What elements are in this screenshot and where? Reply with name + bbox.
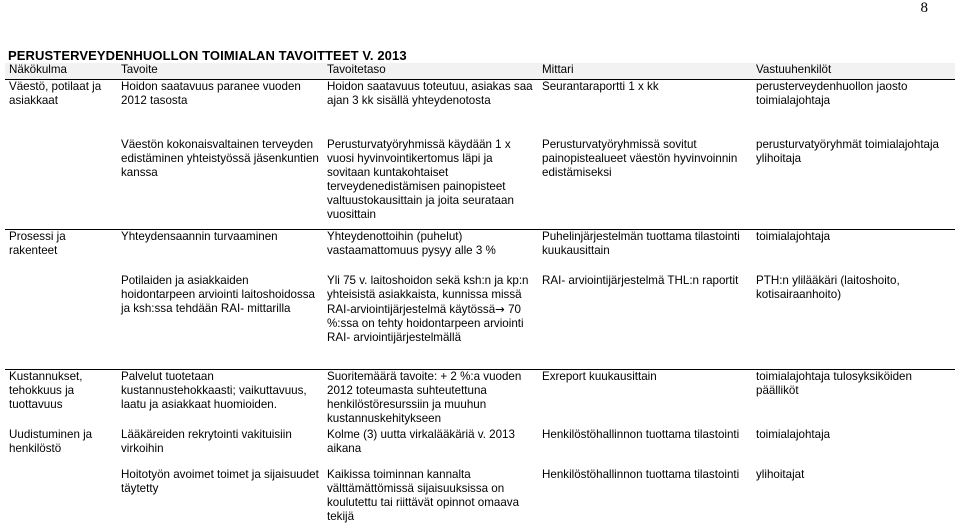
perspective-cell: [5, 274, 117, 370]
responsible-cell: toimialajohtaja: [756, 427, 831, 441]
level-cell: Kaikissa toiminnan kannalta välttämättömissä sijaisuuksissa on koulutettu tai riittävät opinnot omaava tekijä: [327, 467, 520, 523]
goal-cell: Yhteydensaannin turvaaminen: [117, 230, 323, 274]
level-cell: Yhteydenottoihin (puhelut) vastaamattomuus pysyy alle 3 %: [323, 230, 538, 274]
table-row: [5, 230, 955, 274]
metric-cell: Exreport kuukausittain: [538, 370, 752, 428]
level-cell: Suoritemäärä tavoite: + 2 %:a vuoden 2012 toteumasta suhteutettuna henkilöstöresurssiin ja muuhun kustannuskehitykseen: [323, 370, 538, 428]
level-cell: Hoidon saatavuus toteutuu, asiakas saa ajan 3 kk sisällä yhteydenotosta: [327, 80, 533, 107]
level-cell: [323, 274, 538, 370]
perspective-cell: Prosessi ja rakenteet: [5, 230, 117, 274]
goal-cell: Potilaiden ja asiakkaiden hoidontarpeen arviointi laitoshoidossa ja ksh:ssa tehdään RAI- mittarilla: [121, 273, 316, 315]
perspective-cell: Kustannukset, tehokkuus ja tuottavuus: [5, 370, 117, 428]
metric-cell: Perusturvatyöryhmissä sovitut painopistealueet väestön hyvinvoinnin edistämiseksi: [542, 137, 738, 179]
level-text-before: Yli 75 v. laitoshoidon sekä ksh:n ja kp:n yhteisistä asiakkaista, kunnissa missä RAI-arviointijärjestelmä käytössä: [327, 273, 529, 316]
goal-cell: Väestön kokonaisvaltainen terveyden edistäminen yhteistyössä jäsenkuntien kanssa: [121, 137, 319, 179]
level-text-after: 70 %:ssa on tehty hoidontarpeen arviointi RAI- arviointijärjestelmällä: [327, 302, 524, 344]
table-row: [5, 370, 955, 428]
metric-cell: Henkilöstöhallinnon tuottama tilastointi: [542, 427, 740, 441]
responsible-cell: toimialajohtaja tulosyksiköiden päälliköt: [752, 370, 955, 428]
perspective-cell: [5, 468, 117, 524]
column-header-responsible: Vastuuhenkilöt: [752, 63, 955, 80]
goal-cell: Hoitotyön avoimet toimet ja sijaisuudet täytetty: [121, 467, 319, 495]
table-row: [5, 468, 955, 524]
goal-cell: Palvelut tuotetaan kustannustehokkaasti; vaikuttavuus, laatu ja asiakkaat huomioiden.: [117, 370, 323, 428]
level-cell: Kolme (3) uutta virkalääkäriä v. 2013 aikana: [327, 427, 515, 455]
metric-cell: Seurantaraportti 1 x kk: [542, 80, 659, 93]
goals-table: [5, 63, 955, 524]
responsible-cell: toimialajohtaja: [752, 230, 955, 274]
column-header-goal: Tavoite: [117, 63, 323, 80]
responsible-cell: ylihoitajat: [756, 467, 805, 481]
table-row: [5, 138, 955, 230]
table-row: [5, 80, 955, 138]
column-header-level: Tavoitetaso: [323, 63, 538, 80]
table-row: [5, 428, 955, 468]
column-header-metric: Mittari: [538, 63, 752, 80]
metric-cell: RAI- arviointijärjestelmä THL:n raportit: [542, 273, 739, 287]
responsible-cell: perusturvatyöryhmät toimialajohtaja ylihoitaja: [756, 137, 940, 165]
column-header-perspective: Näkökulma: [5, 63, 117, 80]
perspective-cell: Väestö, potilaat ja asiakkaat: [9, 80, 102, 107]
arrow-icon: →: [495, 301, 505, 316]
metric-cell: Henkilöstöhallinnon tuottama tilastointi: [542, 467, 740, 481]
page-number: 8: [920, 0, 928, 16]
goal-cell: Lääkäreiden rekrytointi vakituisiin virkoihin: [121, 427, 292, 455]
level-cell: Perusturvatyöryhmissä käydään 1 x vuosi hyvinvointikertomus läpi ja sovitaan kuntakohtaiset terveydenedistämisen painopisteet valtuustokausittain ja joita seurataan vuosittain: [327, 137, 514, 221]
responsible-cell: PTH:n ylilääkäri (laitoshoito, kotisairaanhoito): [756, 273, 900, 301]
header-row: [5, 63, 955, 80]
perspective-cell: [5, 138, 117, 230]
responsible-cell: perusterveydenhuollon jaosto toimialajohtaja: [756, 80, 908, 107]
perspective-cell: Uudistuminen ja henkilöstö: [9, 427, 93, 455]
metric-cell: Puhelinjärjestelmän tuottama tilastointi kuukausittain: [538, 230, 752, 274]
goal-cell: Hoidon saatavuus paranee vuoden 2012 tasosta: [121, 80, 301, 107]
table-row: [5, 274, 955, 370]
document-title: PERUSTERVEYDENHUOLLON TOIMIALAN TAVOITTEET V. 2013: [8, 48, 407, 63]
